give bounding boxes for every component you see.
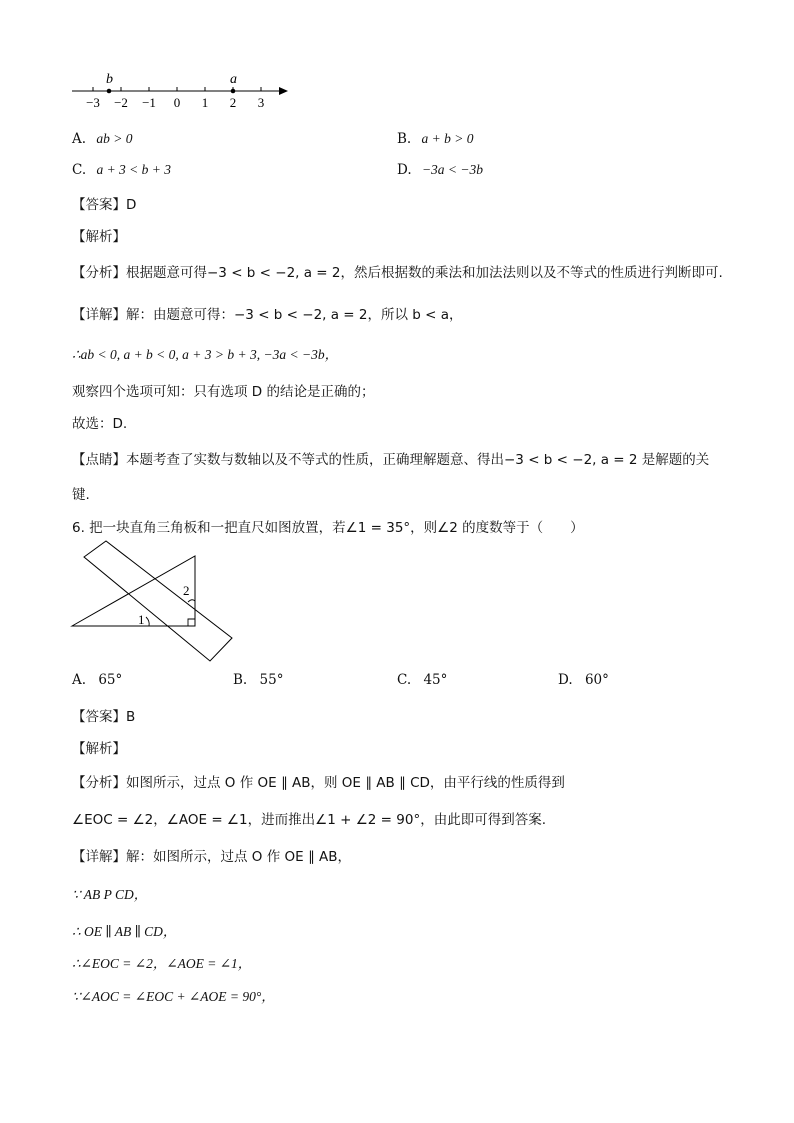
xiangjie-tag: 【详解】 [72, 849, 126, 865]
number-line-figure [60, 66, 300, 114]
q6-line-4: ∵∠AOC = ∠EOC + ∠AOE = 90°， [72, 989, 275, 1004]
q6-answer: 【答案】B [72, 709, 136, 725]
tick-label: −2 [114, 95, 128, 110]
option-text: −3a < −3b [421, 162, 484, 177]
q6-analysis-tag: 【解析】 [72, 741, 126, 757]
tick-label: 3 [257, 95, 265, 110]
option-text: 55° [259, 672, 284, 688]
tick-label: 1 [201, 95, 209, 110]
q5-observe-line: 观察四个选项可知：只有选项 D 的结论是正确的； [72, 384, 375, 400]
option-text: a + 3 < b + 3 [96, 162, 172, 177]
tick-label: 2 [229, 95, 237, 110]
q5-xiangjie [72, 303, 463, 323]
q6-option-b [233, 672, 283, 688]
option-a [72, 131, 132, 147]
xiangjie-text: 解：由题意可得：−3 < b < −2, a = 2，所以 b < a， [126, 307, 463, 323]
q5-therefore-line: ∴ab < 0, a + b < 0, a + 3 > b + 3, −3a < −3b， [72, 347, 339, 362]
option-b [397, 131, 474, 147]
q5-analysis-tag: 【解析】 [72, 229, 126, 245]
option-letter: B. [233, 672, 248, 688]
q5-dianjing-cont: 键. [72, 487, 90, 503]
dianjing-text: 本题考查了实数与数轴以及不等式的性质，正确理解题意、得出−3 < b < −2, a = 2 是解题的关 [126, 452, 710, 468]
point-b-label: b [106, 72, 113, 87]
option-text: 65° [98, 672, 123, 688]
point-b-dot [107, 89, 112, 94]
angle-2-arc [188, 600, 195, 602]
point-a-dot [231, 89, 236, 94]
point-a-label: a [230, 72, 237, 87]
option-d [397, 162, 483, 178]
option-letter: C. [397, 672, 412, 688]
option-letter: A. [72, 672, 87, 688]
option-letter: D. [397, 162, 412, 178]
arrow-head-icon [279, 87, 288, 95]
q6-line-2: ∴ OE ∥ AB ∥ CD， [72, 924, 177, 939]
option-text: a + b > 0 [421, 131, 474, 146]
q5-fenxi [72, 261, 723, 281]
q6-line-1: ∵ AB P CD， [72, 887, 148, 902]
q6-stem: 6. 把一块直角三角板和一把直尺如图放置，若∠1 = 35°，则∠2 的度数等于（ ） [72, 520, 584, 536]
q6-fenxi [72, 771, 565, 791]
tick-label: −1 [142, 95, 156, 110]
option-text: ab > 0 [96, 131, 133, 146]
q6-option-a [72, 672, 122, 688]
option-text: 60° [584, 672, 609, 688]
tick-label: 0 [173, 95, 181, 110]
number-line-ticks [93, 87, 261, 91]
ruler-shape [84, 541, 232, 661]
q6-line-3: ∴∠EOC = ∠2，∠AOE = ∠1， [72, 956, 252, 971]
q6-option-d [558, 672, 609, 688]
dianjing-tag: 【点睛】 [72, 452, 126, 468]
q6-fenxi-cont: ∠EOC = ∠2，∠AOE = ∠1，进而推出∠1 + ∠2 = 90°，由此即可得到答案. [72, 812, 547, 828]
triangle-shape [72, 556, 195, 626]
option-letter: D. [558, 672, 573, 688]
option-letter: B. [397, 131, 412, 147]
option-letter: C. [72, 162, 87, 178]
q6-figure [68, 540, 238, 666]
fenxi-text: 根据题意可得−3 < b < −2, a = 2，然后根据数的乘法和加法法则以及不等式的性质进行判断即可. [126, 265, 723, 281]
option-text: 45° [423, 672, 448, 688]
q6-xiangjie [72, 845, 351, 865]
angle-2-label: 2 [183, 583, 190, 598]
option-letter: A. [72, 131, 87, 147]
xiangjie-tag: 【详解】 [72, 307, 126, 323]
q5-dianjing [72, 448, 709, 468]
angle-1-arc [146, 617, 149, 626]
fenxi-tag: 【分析】 [72, 265, 126, 281]
q5-choose-line: 故选：D. [72, 416, 128, 432]
xiangjie-text: 解：如图所示，过点 O 作 OE ∥ AB， [126, 849, 351, 865]
angle-1-label: 1 [138, 612, 145, 627]
right-angle-mark [188, 619, 195, 626]
q6-option-c [397, 672, 447, 688]
fenxi-tag: 【分析】 [72, 775, 126, 791]
q5-answer: 【答案】D [72, 197, 137, 213]
tick-label: −3 [86, 95, 100, 110]
fenxi-text: 如图所示，过点 O 作 OE ∥ AB，则 OE ∥ AB ∥ CD，由平行线的性质得到 [126, 775, 565, 791]
option-c [72, 162, 171, 178]
